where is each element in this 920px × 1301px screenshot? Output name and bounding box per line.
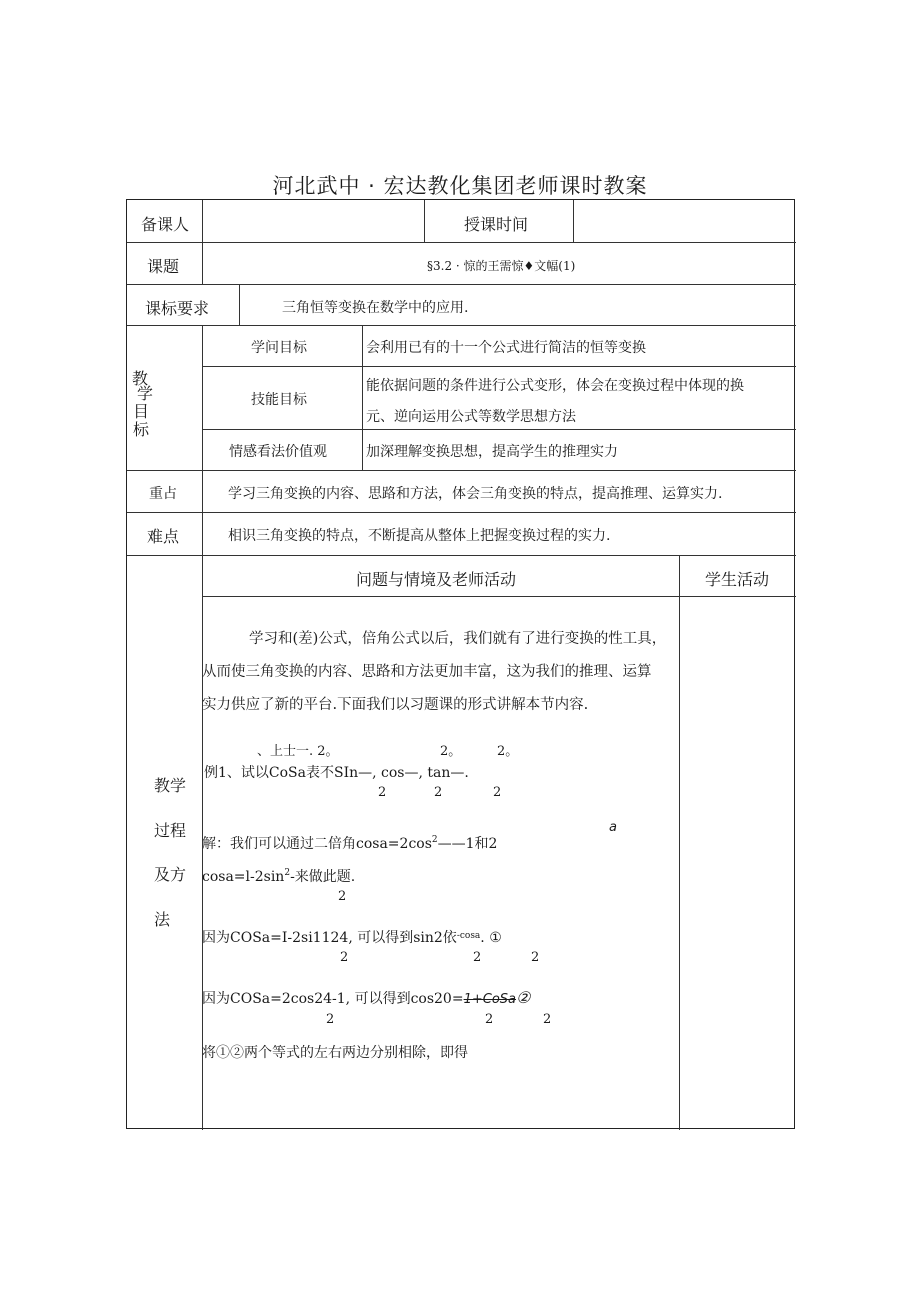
intro-line-2: 从而使三角变换的内容、思路和方法更加丰富，这为我们的推理、运算 [202, 664, 652, 680]
goal-emotion-name: 情感看法价值观 [229, 444, 327, 460]
difficulty-text: 相识三角变换的特点，不断提高从整体上把握变换过程的实力. [228, 528, 611, 544]
line3-denom-3: 2 [531, 950, 540, 965]
solution-line-1: 解：我们可以通过二倍角$\cos a=2\cos^2——1$和2 [202, 835, 498, 852]
standard-label: 课标要求 [145, 299, 210, 318]
process-label-4: 法 [154, 910, 171, 929]
example-top-a: 、上士一. 2。 [257, 744, 339, 759]
line4-denom-2: 2 [485, 1012, 494, 1027]
example-top-b: 2。 [440, 744, 462, 759]
solution-denom: 2 [338, 889, 347, 904]
example-text: 例1、试以CoSa表不SIn—, cos—, tan—. [204, 765, 469, 781]
activity-column-header: 问题与情境及老师活动 [356, 570, 517, 589]
student-column-header: 学生活动 [705, 570, 770, 589]
alpha-mark: a [609, 820, 617, 835]
example-top-c: 2。 [497, 744, 519, 759]
key-point-text: 学习三角变换的内容、思路和方法，体会三角变换的特点，提高推理、运算实力. [228, 486, 723, 502]
key-point-label: 重占 [149, 486, 177, 502]
topic-label: 课题 [147, 257, 180, 276]
intro-line-1: 学习和(差)公式，倍角公式以后，我们就有了进行变换的性工具， [249, 631, 667, 647]
example-denom-3: 2 [493, 785, 502, 800]
line3-denom-1: 2 [340, 950, 349, 965]
line-because-1: 因为COSa=I-2si1124, 可以得到sin2依$^{-cosa}$. ① [202, 930, 502, 946]
page-title: 河北武中 · 宏达教化集团老师课时教案 [272, 174, 648, 198]
lesson-plan-table [126, 199, 795, 1129]
goal-skill-text-2: 元、逆向运用公式等数学思想方法 [366, 409, 576, 425]
intro-line-3: 实力供应了新的平台.下面我们以习题课的形式讲解本节内容. [202, 697, 589, 713]
example-denom-2: 2 [434, 785, 443, 800]
line-divide: 将①②两个等式的左右两边分别相除，即得 [202, 1045, 468, 1061]
process-label-3: 及方 [154, 865, 187, 884]
process-label-1: 教学 [154, 776, 187, 795]
goal-knowledge-text: 会利用已有的十一个公式进行简洁的恒等变换 [366, 340, 646, 356]
line4-denom-3: 2 [543, 1012, 552, 1027]
goals-label-char-3: 目 [133, 402, 150, 421]
goal-emotion-text: 加深理解变换思想，提高学生的推理实力 [366, 444, 618, 460]
line4-denom-1: 2 [326, 1012, 335, 1027]
difficulty-label: 难点 [147, 527, 180, 546]
preparer-label: 备课人 [141, 215, 190, 234]
time-label: 授课时间 [464, 215, 529, 234]
standard-value: 三角恒等变换在数学中的应用. [282, 300, 469, 316]
goal-skill-name: 技能目标 [251, 392, 307, 408]
solution-line-2: $\cos a=l-2\sin^2-$来做此题. [202, 868, 356, 885]
example-denom-1: 2 [378, 785, 387, 800]
goal-knowledge-name: 学问目标 [251, 340, 307, 356]
process-label-2: 过程 [154, 821, 187, 840]
topic-value: §3.2 · 惊的王需惊♦文幅(1) [427, 259, 576, 273]
goals-label-char-2: 学 [137, 384, 154, 403]
goals-label-char-4: 标 [133, 420, 150, 439]
line3-denom-2: 2 [473, 950, 482, 965]
goal-skill-text-1: 能依据问题的条件进行公式变形，体会在变换过程中体现的换 [366, 378, 744, 394]
goals-label-char-1: 教 [132, 369, 149, 388]
line-because-2: 因为COSa=2cos24-1, 可以得到cos20=1+CoSa② [202, 988, 531, 1007]
